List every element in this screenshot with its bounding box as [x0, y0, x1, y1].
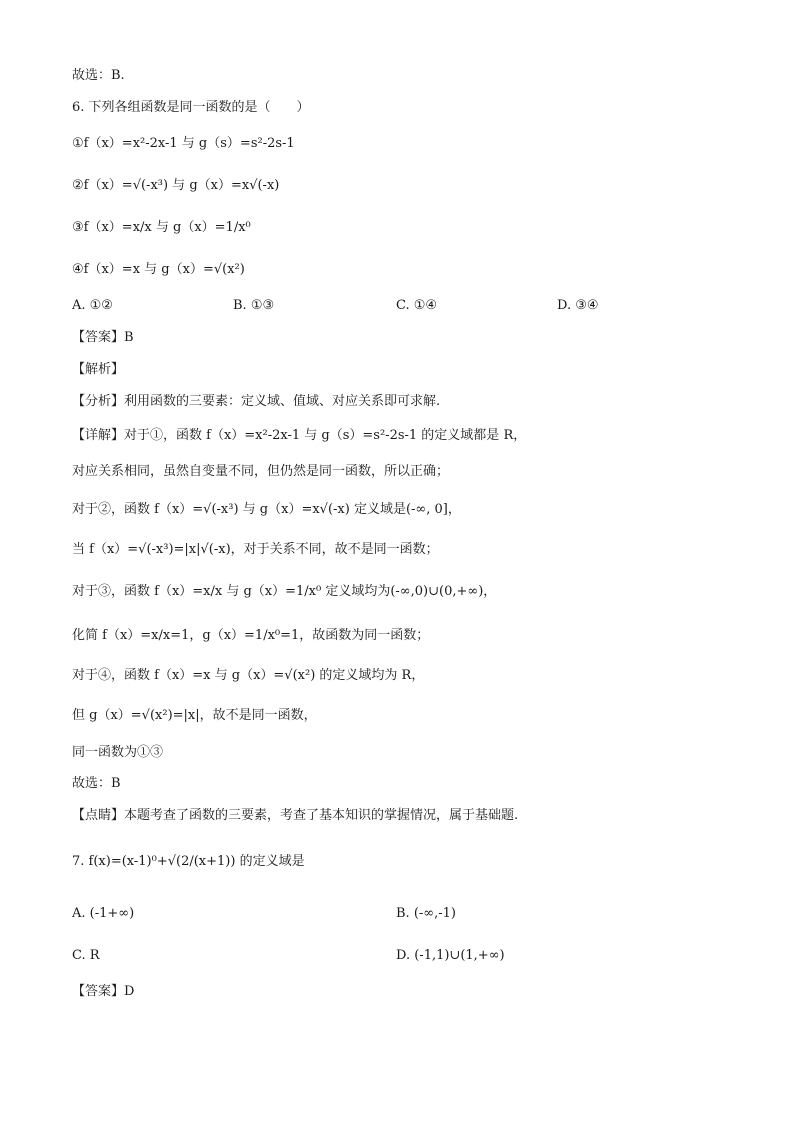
q6-detail-line: 对于③，函数 f（x）=x/x 与 g（x）=1/x⁰ 定义域均为(-∞,0)∪(0,+∞)， — [72, 584, 497, 599]
q6-analysis-title: 【解析】 — [72, 362, 125, 377]
q7-answer: 【答案】D — [72, 984, 135, 999]
q6-detail-line: 当 f（x）=√(-x³)=|x|√(-x)，对于关系不同，故不是同一函数； — [72, 542, 439, 557]
q6-option-d: D. ③④ — [557, 298, 599, 313]
q6-detail-line: 对应关系相同，虽然自变量不同，但仍然是同一函数，所以正确； — [72, 464, 450, 479]
q6-detail-line: 化简 f（x）=x/x=1，g（x）=1/x⁰=1，故函数为同一函数； — [72, 628, 430, 643]
q6-detail-line: 但 g（x）=√(x²)=|x|，故不是同一函数， — [72, 708, 317, 723]
previous-answer: 故选：B. — [72, 68, 125, 83]
q6-detail-line: 对于④，函数 f（x）=x 与 g（x）=√(x²) 的定义域均为 R， — [72, 668, 425, 683]
q6-dianjing: 【点睛】本题考查了函数的三要素，考查了基本知识的掌握情况，属于基础题. — [72, 808, 519, 823]
q6-detail-line: 故选：B — [72, 776, 121, 791]
q6-item-3: ③f（x）=x/x 与 g（x）=1/x⁰ — [72, 220, 251, 235]
q7-option-d: D. (-1,1)∪(1,+∞) — [396, 948, 505, 963]
q6-detail-line: 同一函数为①③ — [72, 745, 164, 760]
q7-option-c: C. R — [72, 948, 100, 963]
q6-option-a: A. ①② — [72, 298, 113, 313]
q6-item-1: ①f（x）=x²-2x-1 与 g（s）=s²-2s-1 — [72, 136, 295, 151]
q6-item-4: ④f（x）=x 与 g（x）=√(x²) — [72, 262, 245, 277]
q6-fenxi: 【分析】利用函数的三要素：定义域、值域、对应关系即可求解. — [72, 394, 441, 409]
q6-option-c: C. ①④ — [396, 298, 438, 313]
question-7-stem: 7. f(x)=(x-1)⁰+√(2/(x+1)) 的定义域是 — [72, 854, 305, 869]
q6-item-2: ②f（x）=√(-x³) 与 g（x）=x√(-x) — [72, 178, 280, 193]
q6-detail-line: 对于②，函数 f（x）=√(-x³) 与 g（x）=x√(-x) 定义域是(-∞, 0]， — [72, 502, 461, 517]
q6-answer: 【答案】B — [72, 330, 134, 345]
q6-option-b: B. ①③ — [233, 298, 275, 313]
question-6-stem: 6. 下列各组函数是同一函数的是（ ） — [72, 100, 310, 115]
q7-option-a: A. (-1+∞) — [72, 906, 135, 921]
q6-detail-line: 【详解】对于①，函数 f（x）=x²-2x-1 与 g（s）=s²-2s-1 的定义域都是 R， — [72, 428, 527, 443]
q7-option-b: B. (-∞,-1) — [396, 906, 456, 921]
